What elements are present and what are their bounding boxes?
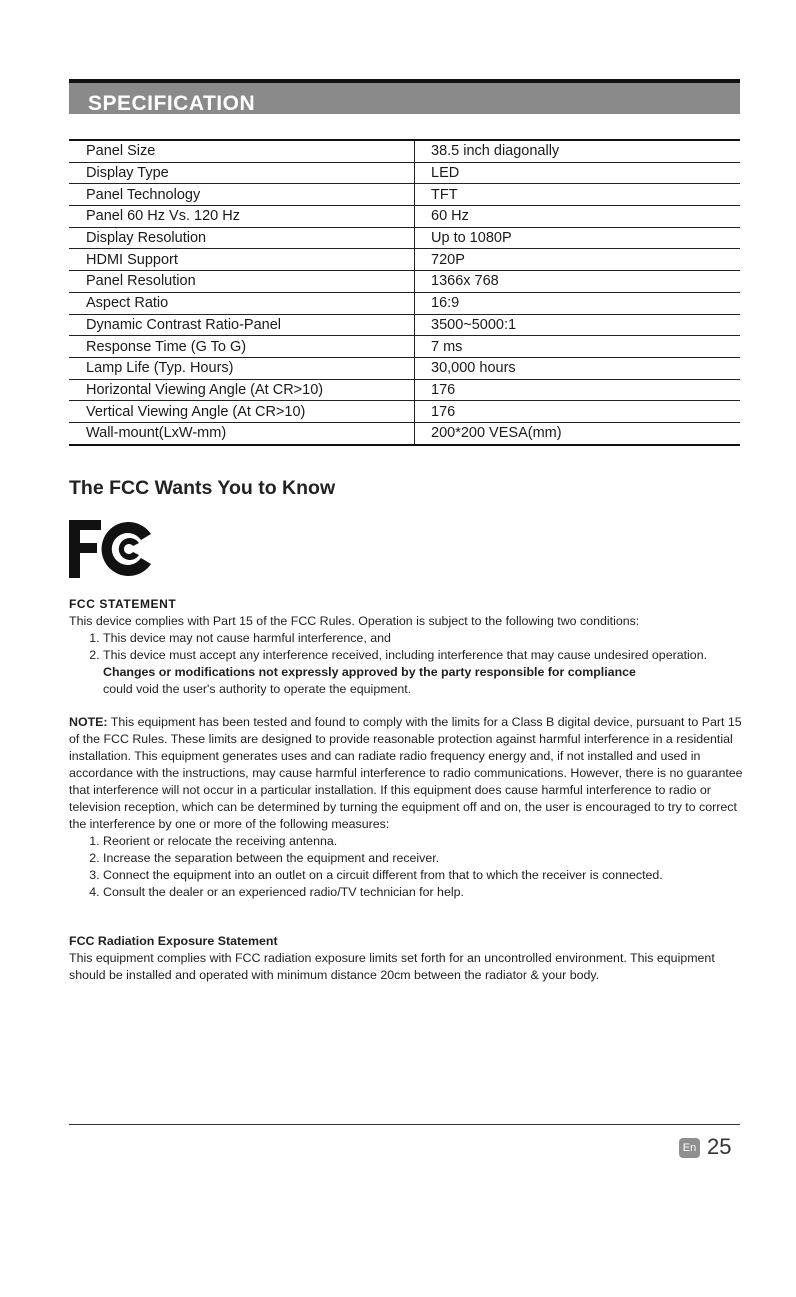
spec-value: 3500~5000:1 (415, 314, 741, 336)
page-number: 25 (707, 1134, 732, 1159)
table-row (69, 379, 740, 401)
list-item: 2. Increase the separation between the equipment and receiver. (103, 850, 745, 867)
spec-value: 176 (415, 401, 741, 423)
specification-table (69, 139, 740, 446)
table-row (69, 357, 740, 379)
spec-value: TFT (415, 184, 741, 206)
table-row (69, 292, 740, 314)
note-text: This equipment has been tested and found to comply with the limits for a Class B digital device, pursuant to Part 15 of the FCC Rules. These limits are designed to provide reasonable protection against harmful interference in a residential installation. This equipment generates uses and can radiate radio frequency energy and, if not installed and used in accordance with the instructions, may cause harmful interference to radio communications. However, there is no guarantee that interference will not occur in a particular installation. If this equipment does cause harmful interference to radio or television reception, which can be determined by turning the equipment off and on, the user is encouraged to try to correct the interference by one or more of the following measures: (69, 715, 743, 831)
table-row (69, 140, 740, 162)
spec-label: Aspect Ratio (69, 292, 415, 314)
spec-value: LED (415, 162, 741, 184)
table-row (69, 314, 740, 336)
note-section (69, 714, 745, 901)
spec-label: Wall-mount(LxW-mm) (69, 422, 415, 444)
footer-rule (69, 1124, 740, 1125)
spec-value: 200*200 VESA(mm) (415, 422, 741, 444)
table-row (69, 422, 740, 444)
list-item: 3. Connect the equipment into an outlet on a circuit different from that to which the receiver is connected. (103, 867, 745, 884)
spec-label: Display Resolution (69, 227, 415, 249)
spec-label: Display Type (69, 162, 415, 184)
spec-label: Horizontal Viewing Angle (At CR>10) (69, 379, 415, 401)
fcc-logo-icon (67, 518, 155, 580)
spec-label: Response Time (G To G) (69, 336, 415, 358)
spec-value: 16:9 (415, 292, 741, 314)
condition-text: This device must accept any interference received, including interference that may cause undesired operation. (103, 648, 708, 662)
radiation-text: This equipment complies with FCC radiation exposure limits set forth for an uncontrolled environment. This equipment should be installed and operated with minimum distance 20cm between the radiator & your body. (69, 951, 715, 982)
specification-title: SPECIFICATION (88, 92, 256, 115)
spec-label: Panel Resolution (69, 271, 415, 293)
spec-value: 60 Hz (415, 206, 741, 228)
note-label: NOTE: (69, 715, 108, 729)
spec-value: 1366x 768 (415, 271, 741, 293)
spec-value: 7 ms (415, 336, 741, 358)
list-item (103, 647, 745, 698)
table-row (69, 401, 740, 423)
radiation-heading: FCC Radiation Exposure Statement (69, 934, 278, 948)
table-row (69, 271, 740, 293)
spec-label: Lamp Life (Typ. Hours) (69, 357, 415, 379)
spec-label: Dynamic Contrast Ratio-Panel (69, 314, 415, 336)
changes-tail: could void the user's authority to operate the equipment. (103, 682, 412, 696)
spec-value: 30,000 hours (415, 357, 741, 379)
changes-warning: Changes or modifications not expressly approved by the party responsible for compliance (103, 665, 636, 679)
list-item: 1. This device may not cause harmful interference, and (103, 630, 745, 647)
spec-label: Vertical Viewing Angle (At CR>10) (69, 401, 415, 423)
table-row (69, 184, 740, 206)
spec-label: Panel 60 Hz Vs. 120 Hz (69, 206, 415, 228)
specification-banner (69, 83, 740, 114)
measures-list (69, 833, 745, 901)
list-item: 1. Reorient or relocate the receiving antenna. (103, 833, 745, 850)
spec-label: Panel Technology (69, 184, 415, 206)
fcc-statement-section (69, 613, 745, 698)
fcc-statement-text: This device complies with Part 15 of the FCC Rules. Operation is subject to the following two conditions: (69, 614, 640, 628)
spec-value: 38.5 inch diagonally (415, 140, 741, 162)
spec-label: HDMI Support (69, 249, 415, 271)
spec-value: Up to 1080P (415, 227, 741, 249)
spec-value: 176 (415, 379, 741, 401)
table-row (69, 227, 740, 249)
table-row (69, 162, 740, 184)
table-row (69, 206, 740, 228)
language-badge: En (679, 1138, 700, 1158)
radiation-section (69, 933, 745, 984)
fcc-statement-label: FCC STATEMENT (69, 597, 177, 611)
conditions-list (69, 630, 745, 698)
spec-label: Panel Size (69, 140, 415, 162)
note-paragraph (69, 714, 745, 833)
spec-value: 720P (415, 249, 741, 271)
list-item: 4. Consult the dealer or an experienced radio/TV technician for help. (103, 884, 745, 901)
table-row (69, 336, 740, 358)
table-row (69, 249, 740, 271)
fcc-heading: The FCC Wants You to Know (69, 477, 336, 499)
